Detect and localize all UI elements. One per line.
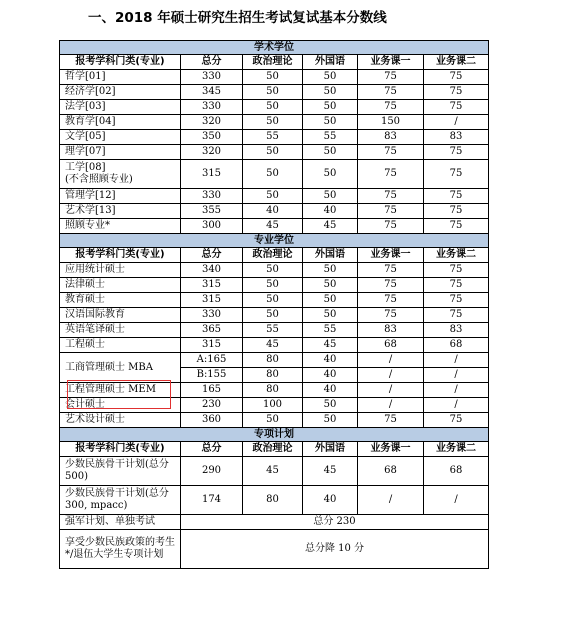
column-header: 总分 [181, 442, 243, 457]
cell-course1: 68 [358, 457, 424, 486]
row-label: 教育学[04] [60, 115, 181, 130]
cell-politics: 50 [243, 115, 303, 130]
cell-politics: 50 [243, 85, 303, 100]
cell-course1: 83 [358, 130, 424, 145]
table-row [60, 278, 489, 293]
table-row [60, 457, 489, 486]
section-header-academic [60, 41, 489, 55]
row-label: 工程管理硕士 MEM [60, 383, 181, 398]
cell-course1: 75 [358, 204, 424, 219]
cell-course1: / [358, 353, 424, 368]
table-row [60, 145, 489, 160]
cell-course2: / [424, 398, 489, 413]
cell-total: B:155 [181, 368, 243, 383]
cell-politics: 80 [243, 486, 303, 515]
cell-course2: 83 [424, 130, 489, 145]
row-label: 艺术设计硕士 [60, 413, 181, 428]
cell-course2: 75 [424, 204, 489, 219]
cell-foreign: 50 [303, 100, 358, 115]
row-label: 哲学[01] [60, 70, 181, 85]
cell-course1: / [358, 398, 424, 413]
cell-politics: 50 [243, 293, 303, 308]
cell-total: 330 [181, 100, 243, 115]
table-row [60, 486, 489, 515]
column-header: 外国语 [303, 55, 358, 70]
cell-course1: 75 [358, 278, 424, 293]
column-header: 报考学科门类(专业) [60, 55, 181, 70]
cell-foreign: 40 [303, 383, 358, 398]
cell-course2: / [424, 353, 489, 368]
column-header-row [60, 248, 489, 263]
cell-foreign: 50 [303, 85, 358, 100]
cell-foreign: 50 [303, 189, 358, 204]
row-label: 少数民族骨干计划(总分 500) [60, 457, 181, 486]
table-row-merged [60, 530, 489, 569]
cell-politics: 55 [243, 323, 303, 338]
column-header: 总分 [181, 248, 243, 263]
cell-total: 365 [181, 323, 243, 338]
cell-foreign: 50 [303, 413, 358, 428]
cell-foreign: 50 [303, 398, 358, 413]
cell-politics: 100 [243, 398, 303, 413]
cell-foreign: 45 [303, 457, 358, 486]
cell-course2: 75 [424, 278, 489, 293]
cell-course1: 75 [358, 308, 424, 323]
column-header: 报考学科门类(专业) [60, 248, 181, 263]
table-row [60, 338, 489, 353]
section-header-professional [60, 234, 489, 248]
column-header-row [60, 55, 489, 70]
cell-politics: 50 [243, 263, 303, 278]
cell-foreign: 50 [303, 115, 358, 130]
row-label: 法学[03] [60, 100, 181, 115]
column-header: 政治理论 [243, 248, 303, 263]
cell-foreign: 55 [303, 130, 358, 145]
cell-course1: 75 [358, 219, 424, 234]
merged-value: 总分降 10 分 [181, 530, 489, 569]
cell-politics: 50 [243, 278, 303, 293]
table-row [60, 100, 489, 115]
cell-total: 165 [181, 383, 243, 398]
column-header: 业务课一 [358, 248, 424, 263]
cell-course2: 75 [424, 160, 489, 189]
cell-course2: / [424, 368, 489, 383]
row-label: 会计硕士 [60, 398, 181, 413]
row-label: 应用统计硕士 [60, 263, 181, 278]
cell-course2: 75 [424, 70, 489, 85]
cell-course2: 68 [424, 457, 489, 486]
merged-value: 总分 230 [181, 515, 489, 530]
table-row [60, 293, 489, 308]
cell-course2: 83 [424, 323, 489, 338]
cell-total: 315 [181, 278, 243, 293]
row-label: 工程硕士 [60, 338, 181, 353]
cell-course1: 75 [358, 263, 424, 278]
section-title: 专项计划 [60, 428, 489, 442]
cell-foreign: 40 [303, 486, 358, 515]
cell-course1: 75 [358, 100, 424, 115]
cell-total: 350 [181, 130, 243, 145]
table-row [60, 323, 489, 338]
cell-politics: 50 [243, 160, 303, 189]
cell-foreign: 50 [303, 308, 358, 323]
column-header: 业务课二 [424, 248, 489, 263]
row-label: 艺术学[13] [60, 204, 181, 219]
cell-politics: 80 [243, 353, 303, 368]
score-table [59, 40, 489, 569]
row-label: 工学[08] (不含照顾专业) [60, 160, 181, 189]
cell-foreign: 45 [303, 219, 358, 234]
row-label: 享受少数民族政策的考生*/退伍大学生专项计划 [60, 530, 181, 569]
column-header: 总分 [181, 55, 243, 70]
section-title: 专业学位 [60, 234, 489, 248]
cell-course2: 75 [424, 293, 489, 308]
row-label: 强军计划、单独考试 [60, 515, 181, 530]
cell-total: 315 [181, 293, 243, 308]
cell-total: 355 [181, 204, 243, 219]
column-header-row [60, 442, 489, 457]
section-title: 学术学位 [60, 41, 489, 55]
row-label: 教育硕士 [60, 293, 181, 308]
cell-foreign: 40 [303, 353, 358, 368]
cell-course1: 75 [358, 160, 424, 189]
cell-course2: 75 [424, 219, 489, 234]
cell-foreign: 40 [303, 368, 358, 383]
cell-course2: 75 [424, 413, 489, 428]
cell-course1: 75 [358, 293, 424, 308]
cell-course1: 83 [358, 323, 424, 338]
cell-foreign: 50 [303, 278, 358, 293]
cell-total: 330 [181, 308, 243, 323]
cell-total: 330 [181, 70, 243, 85]
cell-course1: 75 [358, 189, 424, 204]
cell-total: 345 [181, 85, 243, 100]
row-label: 经济学[02] [60, 85, 181, 100]
cell-total: 330 [181, 189, 243, 204]
table-row [60, 413, 489, 428]
cell-politics: 80 [243, 383, 303, 398]
cell-foreign: 45 [303, 338, 358, 353]
table-row [60, 189, 489, 204]
cell-course1: 75 [358, 145, 424, 160]
cell-total: A:165 [181, 353, 243, 368]
table-row-mba-a [60, 353, 489, 368]
cell-foreign: 50 [303, 293, 358, 308]
column-header: 政治理论 [243, 442, 303, 457]
cell-foreign: 50 [303, 70, 358, 85]
cell-course2: / [424, 383, 489, 398]
column-header: 政治理论 [243, 55, 303, 70]
table-row-merged [60, 515, 489, 530]
column-header: 外国语 [303, 248, 358, 263]
cell-total: 315 [181, 160, 243, 189]
row-label: 管理学[12] [60, 189, 181, 204]
cell-course1: 75 [358, 413, 424, 428]
row-label: 少数民族骨干计划(总分 300, mpacc) [60, 486, 181, 515]
row-label: 理学[07] [60, 145, 181, 160]
cell-politics: 50 [243, 100, 303, 115]
table-row [60, 115, 489, 130]
table-row [60, 130, 489, 145]
cell-foreign: 50 [303, 263, 358, 278]
cell-course2: / [424, 486, 489, 515]
cell-politics: 50 [243, 145, 303, 160]
row-label: 汉语国际教育 [60, 308, 181, 323]
cell-politics: 50 [243, 189, 303, 204]
column-header: 业务课二 [424, 55, 489, 70]
table-row [60, 398, 489, 413]
cell-foreign: 50 [303, 145, 358, 160]
table-row [60, 308, 489, 323]
cell-total: 320 [181, 145, 243, 160]
cell-total: 315 [181, 338, 243, 353]
cell-total: 174 [181, 486, 243, 515]
cell-course2: / [424, 115, 489, 130]
cell-total: 300 [181, 219, 243, 234]
cell-course2: 75 [424, 145, 489, 160]
cell-politics: 40 [243, 204, 303, 219]
cell-politics: 50 [243, 413, 303, 428]
row-label: 文学[05] [60, 130, 181, 145]
cell-course2: 75 [424, 308, 489, 323]
row-label: 照顾专业* [60, 219, 181, 234]
table-row [60, 85, 489, 100]
cell-course1: / [358, 486, 424, 515]
cell-politics: 45 [243, 457, 303, 486]
section-header-special [60, 428, 489, 442]
cell-course1: 75 [358, 70, 424, 85]
cell-foreign: 40 [303, 204, 358, 219]
cell-politics: 55 [243, 130, 303, 145]
table-row [60, 219, 489, 234]
table-row [60, 70, 489, 85]
cell-course2: 75 [424, 263, 489, 278]
cell-politics: 80 [243, 368, 303, 383]
cell-course1: 150 [358, 115, 424, 130]
table-row [60, 263, 489, 278]
row-label: 法律硕士 [60, 278, 181, 293]
cell-politics: 50 [243, 70, 303, 85]
cell-course1: / [358, 383, 424, 398]
cell-total: 340 [181, 263, 243, 278]
cell-total: 320 [181, 115, 243, 130]
cell-course2: 68 [424, 338, 489, 353]
row-label: 工商管理硕士 MBA [60, 353, 181, 383]
cell-total: 230 [181, 398, 243, 413]
cell-politics: 45 [243, 219, 303, 234]
cell-course2: 75 [424, 189, 489, 204]
table-row [60, 160, 489, 189]
column-header: 业务课一 [358, 55, 424, 70]
cell-total: 360 [181, 413, 243, 428]
cell-politics: 50 [243, 308, 303, 323]
cell-total: 290 [181, 457, 243, 486]
column-header: 业务课二 [424, 442, 489, 457]
cell-course1: 75 [358, 85, 424, 100]
column-header: 外国语 [303, 442, 358, 457]
row-label: 英语笔译硕士 [60, 323, 181, 338]
cell-foreign: 50 [303, 160, 358, 189]
page-title: 一、2018 年硕士研究生招生考试复试基本分数线 [88, 10, 387, 26]
column-header: 业务课一 [358, 442, 424, 457]
table-row [60, 204, 489, 219]
cell-politics: 45 [243, 338, 303, 353]
table-row [60, 383, 489, 398]
cell-course1: 68 [358, 338, 424, 353]
column-header: 报考学科门类(专业) [60, 442, 181, 457]
cell-course1: / [358, 368, 424, 383]
cell-course2: 75 [424, 100, 489, 115]
cell-foreign: 55 [303, 323, 358, 338]
cell-course2: 75 [424, 85, 489, 100]
